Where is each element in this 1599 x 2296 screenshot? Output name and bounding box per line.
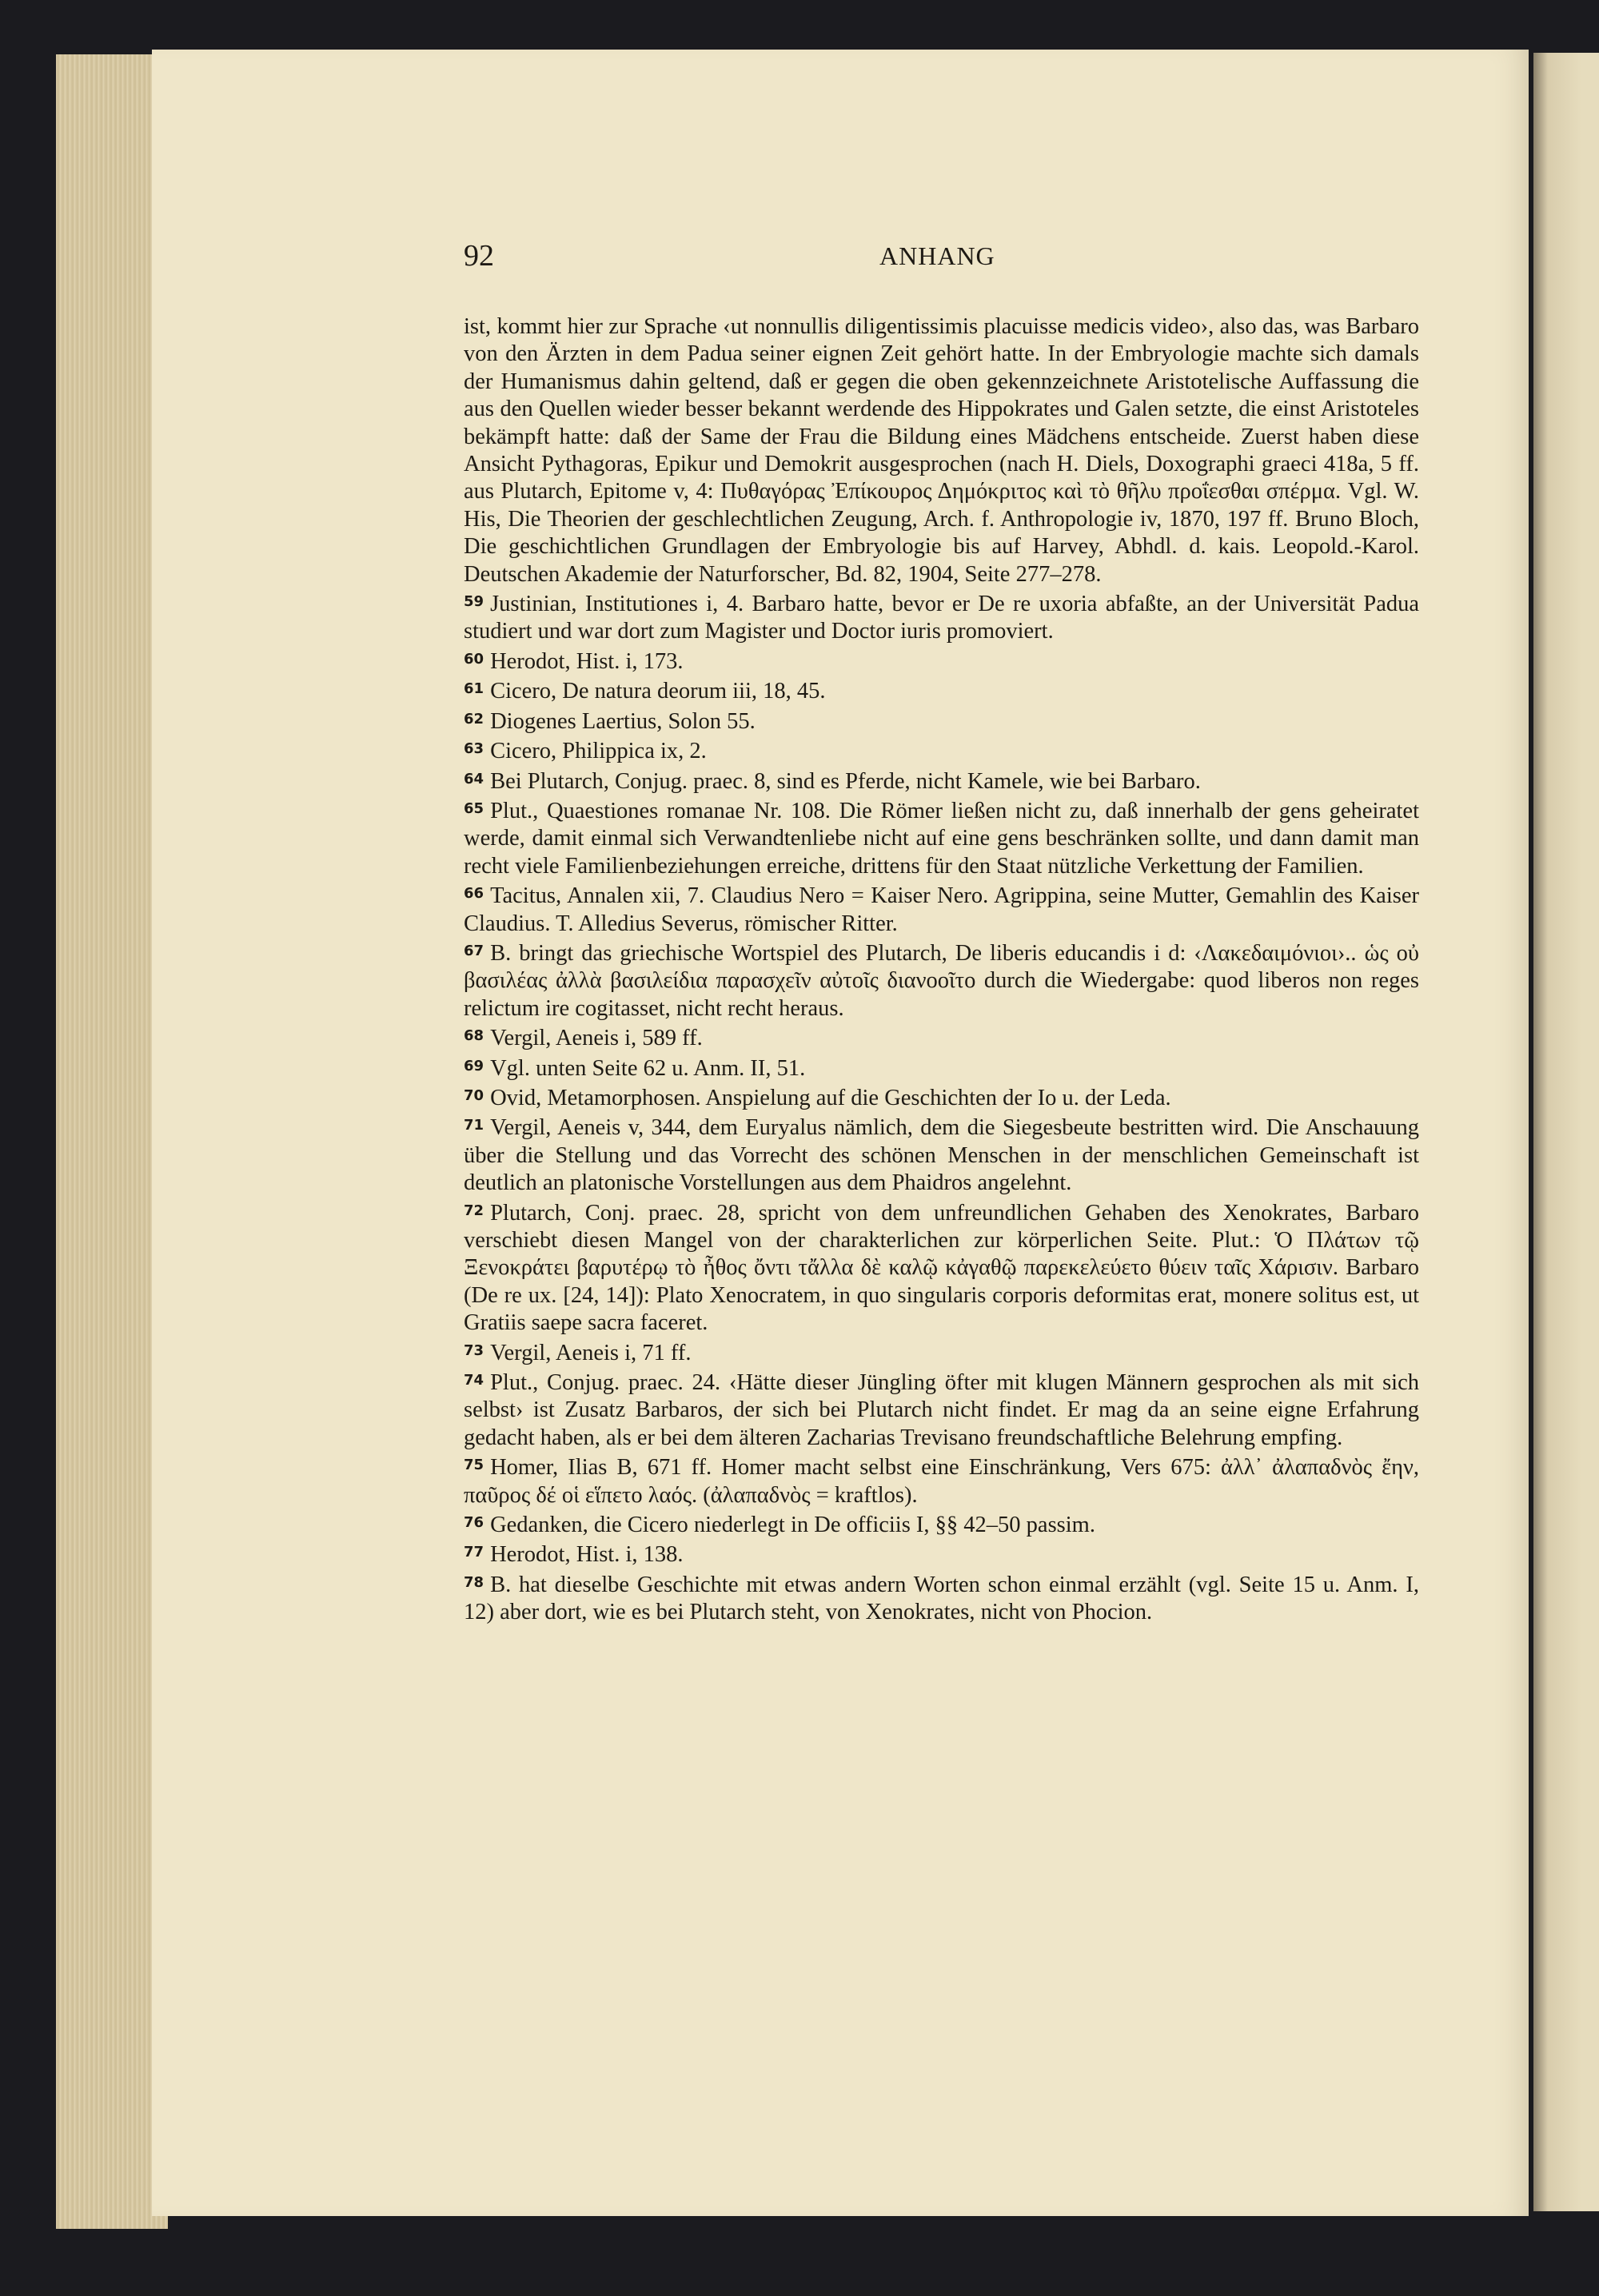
note-text: Plutarch, Conj. praec. 28, spricht von dem unfreundlichen Gehaben des Xenokrates, Barbaro verschiebt diesen Mangel von der charakterlichen zur körperlichen Seite. Plut.: Ὁ Πλάτων τῷ Ξενοκράτει βαρυτέρῳ τὸ ἦθος ὄντι τἄλλα δὲ καλῷ κἀγαθῷ παρεκελεύετο θύειν ταῖς Χάρισιν. Barbaro (De re ux. [24, 14]): Plato Xenocratem, in quo singularis corporis deformitas erat, monere solitus est, ut Gratiis saepe sacra faceret. — [464, 1200, 1419, 1336]
note-68 — [464, 1022, 1419, 1052]
running-title: ANHANG — [879, 241, 995, 270]
note-number: 77 — [464, 1544, 484, 1561]
note-59 — [464, 588, 1419, 646]
note-text: Homer, Ilias B, 671 ff. Homer macht selbst eine Einschränkung, Vers 675: ἀλλ᾽ ἀλαπαδνὸς ἔην, παῦρος δέ οἱ εἵπετο λαός. (ἀλαπαδνὸς = kraftlos). — [464, 1455, 1419, 1508]
note-text: B. bringt das griechische Wortspiel des Plutarch, De liberis educandis i d: ‹Λακεδαιμόνιοι›.. ὡς οὐ βασιλέας ἀλλὰ βασιλείδια παρασχεῖν αὐτοῖς διανοοῖτο durch die Wiedergabe: quod liberos non reges relictum ire cogitasset, nicht recht heraus. — [464, 940, 1419, 1021]
note-70 — [464, 1082, 1419, 1112]
note-text: Vergil, Aeneis v, 344, dem Euryalus nämlich, dem die Siegesbeute bestritten wird. Die Anschauung über die Stellung und das Vorrecht des schönen Menschen in der menschlichen Gemeinschaft ist deutlich an platonische Vorstellungen aus dem Phaidros angelehnt. — [464, 1115, 1419, 1196]
note-number: 72 — [464, 1202, 484, 1219]
note-74 — [464, 1367, 1419, 1452]
notes-body — [464, 313, 1419, 1627]
note-number: 65 — [464, 799, 484, 817]
note-text: Bei Plutarch, Conjug. praec. 8, sind es Pferde, nicht Kamele, wie bei Barbaro. — [490, 768, 1201, 794]
note-71 — [464, 1112, 1419, 1197]
note-text: Vgl. unten Seite 62 u. Anm. II, 51. — [490, 1055, 806, 1081]
note-text: Gedanken, die Cicero niederlegt in De officiis I, §§ 42–50 passim. — [490, 1513, 1095, 1538]
note-65 — [464, 795, 1419, 880]
note-text: Vergil, Aeneis i, 589 ff. — [490, 1026, 703, 1051]
note-number: 67 — [464, 942, 484, 959]
note-text: Ovid, Metamorphosen. Anspielung auf die Geschichten der Io u. der Leda. — [490, 1085, 1171, 1110]
note-61 — [464, 676, 1419, 705]
intro-paragraph: ist, kommt hier zur Sprache ‹ut nonnullis diligentissimis placuisse medicis video›, also das, was Barbaro von den Ärzten in dem Padua seiner eignen Zeit gehört hatte. In der Embryologie machte sich damals der Humanismus dahin geltend, daß er gegen die oben gekennzeichnete Aristotelische Auffassung die aus den Quellen wieder besser bekannt werdende des Hippokrates und Galen setzte, die einst Aristoteles bekämpft hatte: daß der Same der Frau die Bildung eines Mädchens entscheide. Zuerst haben diese Ansicht Pythagoras, Epikur und Demokrit ausgesprochen (nach H. Diels, Doxographi graeci 418a, 5 ff. aus Plutarch, Epitome v, 4: Πυθαγόρας Ἐπίκουρος Δημόκριτος καὶ τὸ θῆλυ προΐεσθαι σπέρμα. Vgl. W. His, Die Theorien der geschlechtlichen Zeugung, Arch. f. Anthropologie iv, 1870, 197 ff. Bruno Bloch, Die geschichtlichen Grundlagen der Embryologie bis auf Harvey, Abhdl. d. kais. Leopold.-Karol. Deutschen Akademie der Naturforscher, Bd. 82, 1904, Seite 277–278. — [464, 314, 1419, 587]
note-number: 64 — [464, 770, 484, 787]
note-67 — [464, 938, 1419, 1022]
note-66 — [464, 880, 1419, 938]
note-72 — [464, 1198, 1419, 1337]
note-77 — [464, 1539, 1419, 1569]
note-text: Cicero, Philippica ix, 2. — [490, 739, 707, 764]
note-number: 62 — [464, 710, 484, 727]
note-78 — [464, 1569, 1419, 1627]
note-text: Cicero, De natura deorum iii, 18, 45. — [490, 679, 826, 704]
note-63 — [464, 735, 1419, 765]
note-number: 68 — [464, 1027, 484, 1045]
note-number: 76 — [464, 1514, 484, 1532]
note-number: 61 — [464, 680, 484, 698]
note-text: Justinian, Institutiones i, 4. Barbaro hatte, bevor er De re uxoria abfaßte, an der Universität Padua studiert und war dort zum Magister und Doctor iuris promoviert. — [464, 592, 1419, 644]
note-number: 78 — [464, 1573, 484, 1591]
note-number: 70 — [464, 1086, 484, 1104]
note-75 — [464, 1452, 1419, 1509]
note-number: 59 — [464, 593, 484, 611]
page-header — [464, 238, 1009, 278]
note-text: Vergil, Aeneis i, 71 ff. — [490, 1340, 692, 1365]
note-76 — [464, 1509, 1419, 1539]
note-69 — [464, 1053, 1419, 1082]
facing-page-edge — [1533, 53, 1599, 2211]
note-number: 71 — [464, 1117, 484, 1134]
note-73 — [464, 1337, 1419, 1367]
note-text: Plut., Quaestiones romanae Nr. 108. Die Römer ließen nicht zu, daß innerhalb der gens geheiratet werde, damit einmal sich Verwandtenliebe nicht auf eine gens beschränken sollte, und dann damit man recht viele Familienbeziehungen erreiche, drittens für den Staat nützliche Verkettung der Familien. — [464, 798, 1419, 879]
note-text: Plut., Conjug. praec. 24. ‹Hätte dieser Jüngling öfter mit klugen Männern gesprochen als mit sich selbst› ist Zusatz Barbaros, der sich bei Plutarch nicht findet. Er mag da an seine eigne Erfahrung gedacht haben, als er bei dem älteren Zacharias Trevisano freundschaftliche Belehrung empfing. — [464, 1370, 1419, 1450]
note-number: 74 — [464, 1372, 484, 1389]
note-number: 60 — [464, 650, 484, 668]
page-number: 92 — [464, 239, 494, 273]
note-text: Tacitus, Annalen xii, 7. Claudius Nero = Kaiser Nero. Agrippina, seine Mutter, Gemahlin des Kaiser Claudius. T. Alledius Severus, römischer Ritter. — [464, 883, 1419, 936]
note-number: 63 — [464, 740, 484, 758]
note-64 — [464, 766, 1419, 795]
note-number: 75 — [464, 1457, 484, 1474]
note-number: 69 — [464, 1057, 484, 1074]
page-edges — [56, 54, 168, 2229]
note-text: Herodot, Hist. i, 138. — [490, 1542, 684, 1568]
note-text: Herodot, Hist. i, 173. — [490, 648, 684, 674]
note-number: 73 — [464, 1341, 484, 1359]
notes-list — [464, 588, 1419, 1627]
note-number: 66 — [464, 885, 484, 903]
note-text: B. hat dieselbe Geschichte mit etwas andern Worten schon einmal erzählt (vgl. Seite 15 u. Anm. I, 12) aber dort, wie es bei Plutarch steht, von Xenokrates, nicht von Phocion. — [464, 1572, 1419, 1625]
note-text: Diogenes Laertius, Solon 55. — [490, 708, 756, 734]
note-60 — [464, 646, 1419, 676]
note-62 — [464, 706, 1419, 735]
